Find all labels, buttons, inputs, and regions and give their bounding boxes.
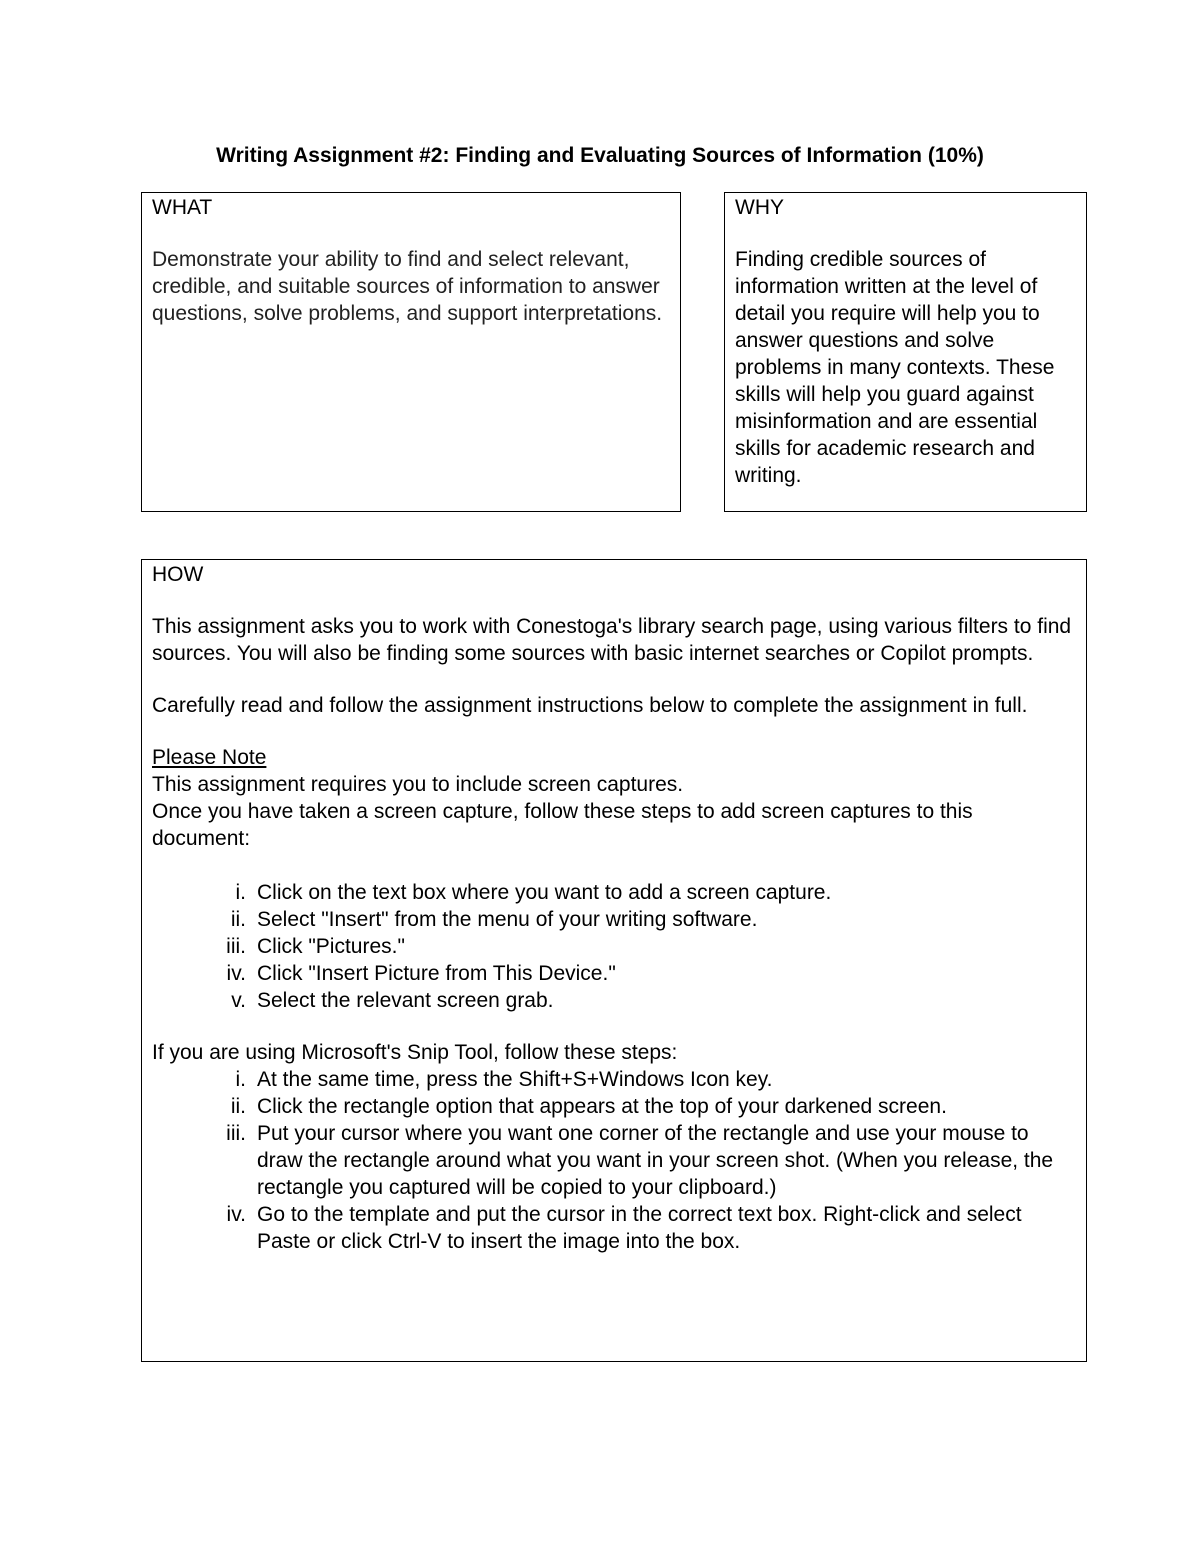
list-item — [152, 960, 1076, 987]
list-item — [152, 933, 1076, 960]
list-number: i. — [235, 1068, 246, 1091]
list-item — [152, 987, 1076, 1014]
what-heading: WHAT — [152, 196, 213, 219]
list-number: i. — [235, 881, 246, 904]
how-intro: This assignment asks you to work with Conestoga's library search page, using various filters to find sources. You will also be finding some sources with basic internet searches or Copilot prompts. — [152, 615, 1072, 665]
list-item — [152, 879, 1076, 906]
snip-steps-list — [152, 1066, 1076, 1255]
list-item — [152, 1120, 1076, 1201]
why-heading: WHY — [735, 196, 784, 219]
note-heading: Please Note — [152, 746, 267, 769]
list-text: Click on the text box where you want to add a screen capture. — [257, 881, 832, 904]
list-number: iii. — [226, 1122, 246, 1145]
list-number: ii. — [230, 908, 246, 931]
list-item — [152, 1201, 1076, 1255]
how-instructions: Carefully read and follow the assignment instructions below to complete the assignment in full. — [152, 694, 1028, 717]
list-text: Select the relevant screen grab. — [257, 989, 554, 1012]
snip-intro: If you are using Microsoft's Snip Tool, follow these steps: — [152, 1041, 678, 1064]
list-text: Put your cursor where you want one corner of the rectangle and use your mouse to draw the rectangle around what you want in your screen shot. (When you release, the rectangle you captured will be copied to your clipboard.) — [257, 1122, 1054, 1199]
list-number: iii. — [226, 935, 246, 958]
note-line-2: Once you have taken a screen capture, follow these steps to add screen captures to this document: — [152, 800, 973, 850]
note-line-1: This assignment requires you to include screen captures. — [152, 773, 684, 796]
list-text: Click "Insert Picture from This Device." — [257, 962, 616, 985]
list-number: iv. — [226, 1203, 246, 1226]
how-box — [141, 559, 1087, 1362]
insert-steps-list — [152, 879, 1076, 1014]
list-text: At the same time, press the Shift+S+Windows Icon key. — [257, 1068, 773, 1091]
list-number: ii. — [230, 1095, 246, 1118]
list-number: v. — [231, 989, 246, 1012]
list-item — [152, 1093, 1076, 1120]
list-item — [152, 906, 1076, 933]
what-box — [141, 192, 681, 512]
list-text: Go to the template and put the cursor in the correct text box. Right-click and select Paste or click Ctrl-V to insert the image into the box. — [257, 1203, 1022, 1253]
how-heading: HOW — [152, 563, 204, 586]
why-box — [724, 192, 1087, 512]
list-item — [152, 1066, 1076, 1093]
why-body: Finding credible sources of information written at the level of detail you require will help you to answer questions and solve problems in many contexts. These skills will help you guard against misinformation and are essential skills for academic research and writing. — [735, 248, 1055, 487]
list-text: Select "Insert" from the menu of your writing software. — [257, 908, 758, 931]
list-number: iv. — [226, 962, 246, 985]
list-text: Click "Pictures." — [257, 935, 405, 958]
document-title: Writing Assignment #2: Finding and Evaluating Sources of Information (10%) — [216, 144, 984, 167]
what-body: Demonstrate your ability to find and select relevant, credible, and suitable sources of information to answer questions, solve problems, and support interpretations. — [152, 248, 663, 325]
list-text: Click the rectangle option that appears at the top of your darkened screen. — [257, 1095, 947, 1118]
